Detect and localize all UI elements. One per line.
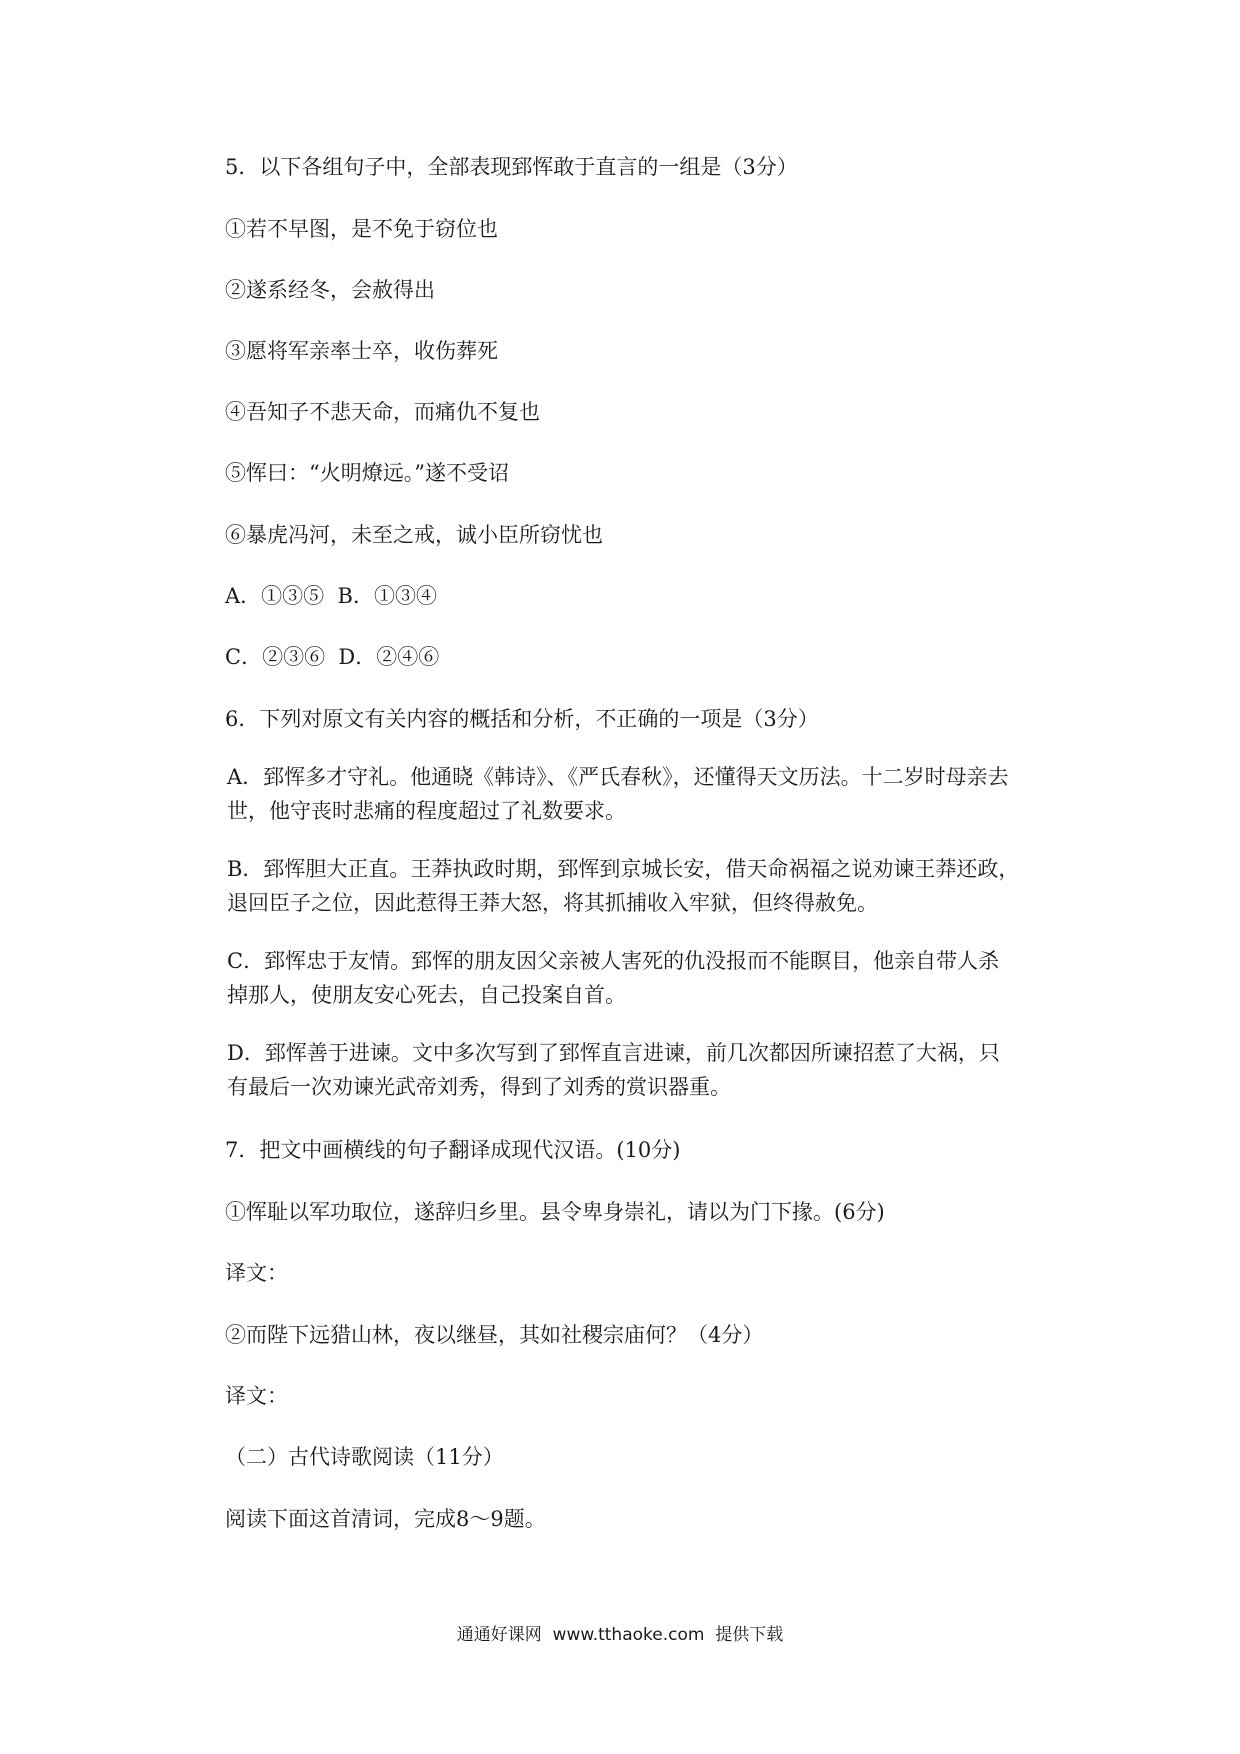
section-intro: 阅读下面这首清词，完成8～9题。: [225, 1507, 546, 1531]
q5-options-cd: C．②③⑥ D．②④⑥: [225, 645, 440, 669]
q7-sentence-2: ②而陛下远猎山林，夜以继昼，其如社稷宗庙何？（4分）: [225, 1323, 764, 1347]
q5-item-4: ④吾知子不悲天命，而痛仇不复也: [225, 400, 540, 424]
q6-option-b-line1: B．郅恽胆大正直。王莽执政时期，郅恽到京城长安，借天命祸福之说劝谏王莽还政，: [227, 857, 1020, 881]
q6-option-a-line1: A．郅恽多才守礼。他通晓《韩诗》、《严氏春秋》，还懂得天文历法。十二岁时母亲去: [227, 765, 1009, 789]
q5-item-3: ③愿将军亲率士卒，收伤葬死: [225, 339, 498, 363]
q6-option-c-line2: 掉那人，使朋友安心死去，自己投案自首。: [227, 983, 626, 1007]
q5-stem: 5．以下各组句子中，全部表现郅恽敢于直言的一组是（3分）: [225, 155, 798, 179]
q5-item-6: ⑥暴虎冯河，未至之戒，诚小臣所窃忧也: [225, 523, 603, 547]
q6-option-c: [225, 944, 1075, 1012]
q7-translation-2-label: 译文：: [225, 1384, 288, 1408]
q6-option-d-line2: 有最后一次劝谏光武帝刘秀，得到了刘秀的赏识器重。: [227, 1075, 731, 1099]
q6-option-a-line2: 世，他守丧时悲痛的程度超过了礼数要求。: [227, 799, 626, 823]
q6-option-c-line1: C．郅恽忠于友情。郅恽的朋友因父亲被人害死的仇没报而不能瞑目，他亲自带人杀: [227, 949, 1000, 973]
q5-item-5: ⑤恽曰：“火明燎远。”遂不受诏: [225, 461, 509, 485]
q6-option-b-line2: 退回臣子之位，因此惹得王莽大怒，将其抓捕收入牢狱，但终得赦免。: [227, 891, 878, 915]
q7-translation-1-label: 译文：: [225, 1261, 288, 1285]
q6-option-b: [225, 852, 1075, 920]
q7-stem: 7．把文中画横线的句子翻译成现代汉语。(10分): [225, 1138, 681, 1162]
q5-item-1: ①若不早图，是不免于窃位也: [225, 217, 498, 241]
q5-options-ab: A．①③⑤ B．①③④: [225, 584, 437, 608]
footer-watermark: 通通好课网 www.tthaoke.com 提供下载: [456, 1625, 784, 1645]
q7-sentence-1: ①恽耻以军功取位，遂辞归乡里。县令卑身崇礼，请以为门下掾。(6分): [225, 1200, 885, 1224]
q6-option-d-line1: D．郅恽善于进谏。文中多次写到了郅恽直言进谏，前几次都因所谏招惹了大祸，只: [227, 1041, 1000, 1065]
q6-stem: 6．下列对原文有关内容的概括和分析，不正确的一项是（3分）: [225, 707, 819, 731]
q5-item-2: ②遂系经冬，会赦得出: [225, 278, 435, 302]
q6-option-a: [225, 760, 1075, 828]
q6-option-d: [225, 1036, 1075, 1104]
section-heading: （二）古代诗歌阅读（11分）: [225, 1445, 504, 1469]
